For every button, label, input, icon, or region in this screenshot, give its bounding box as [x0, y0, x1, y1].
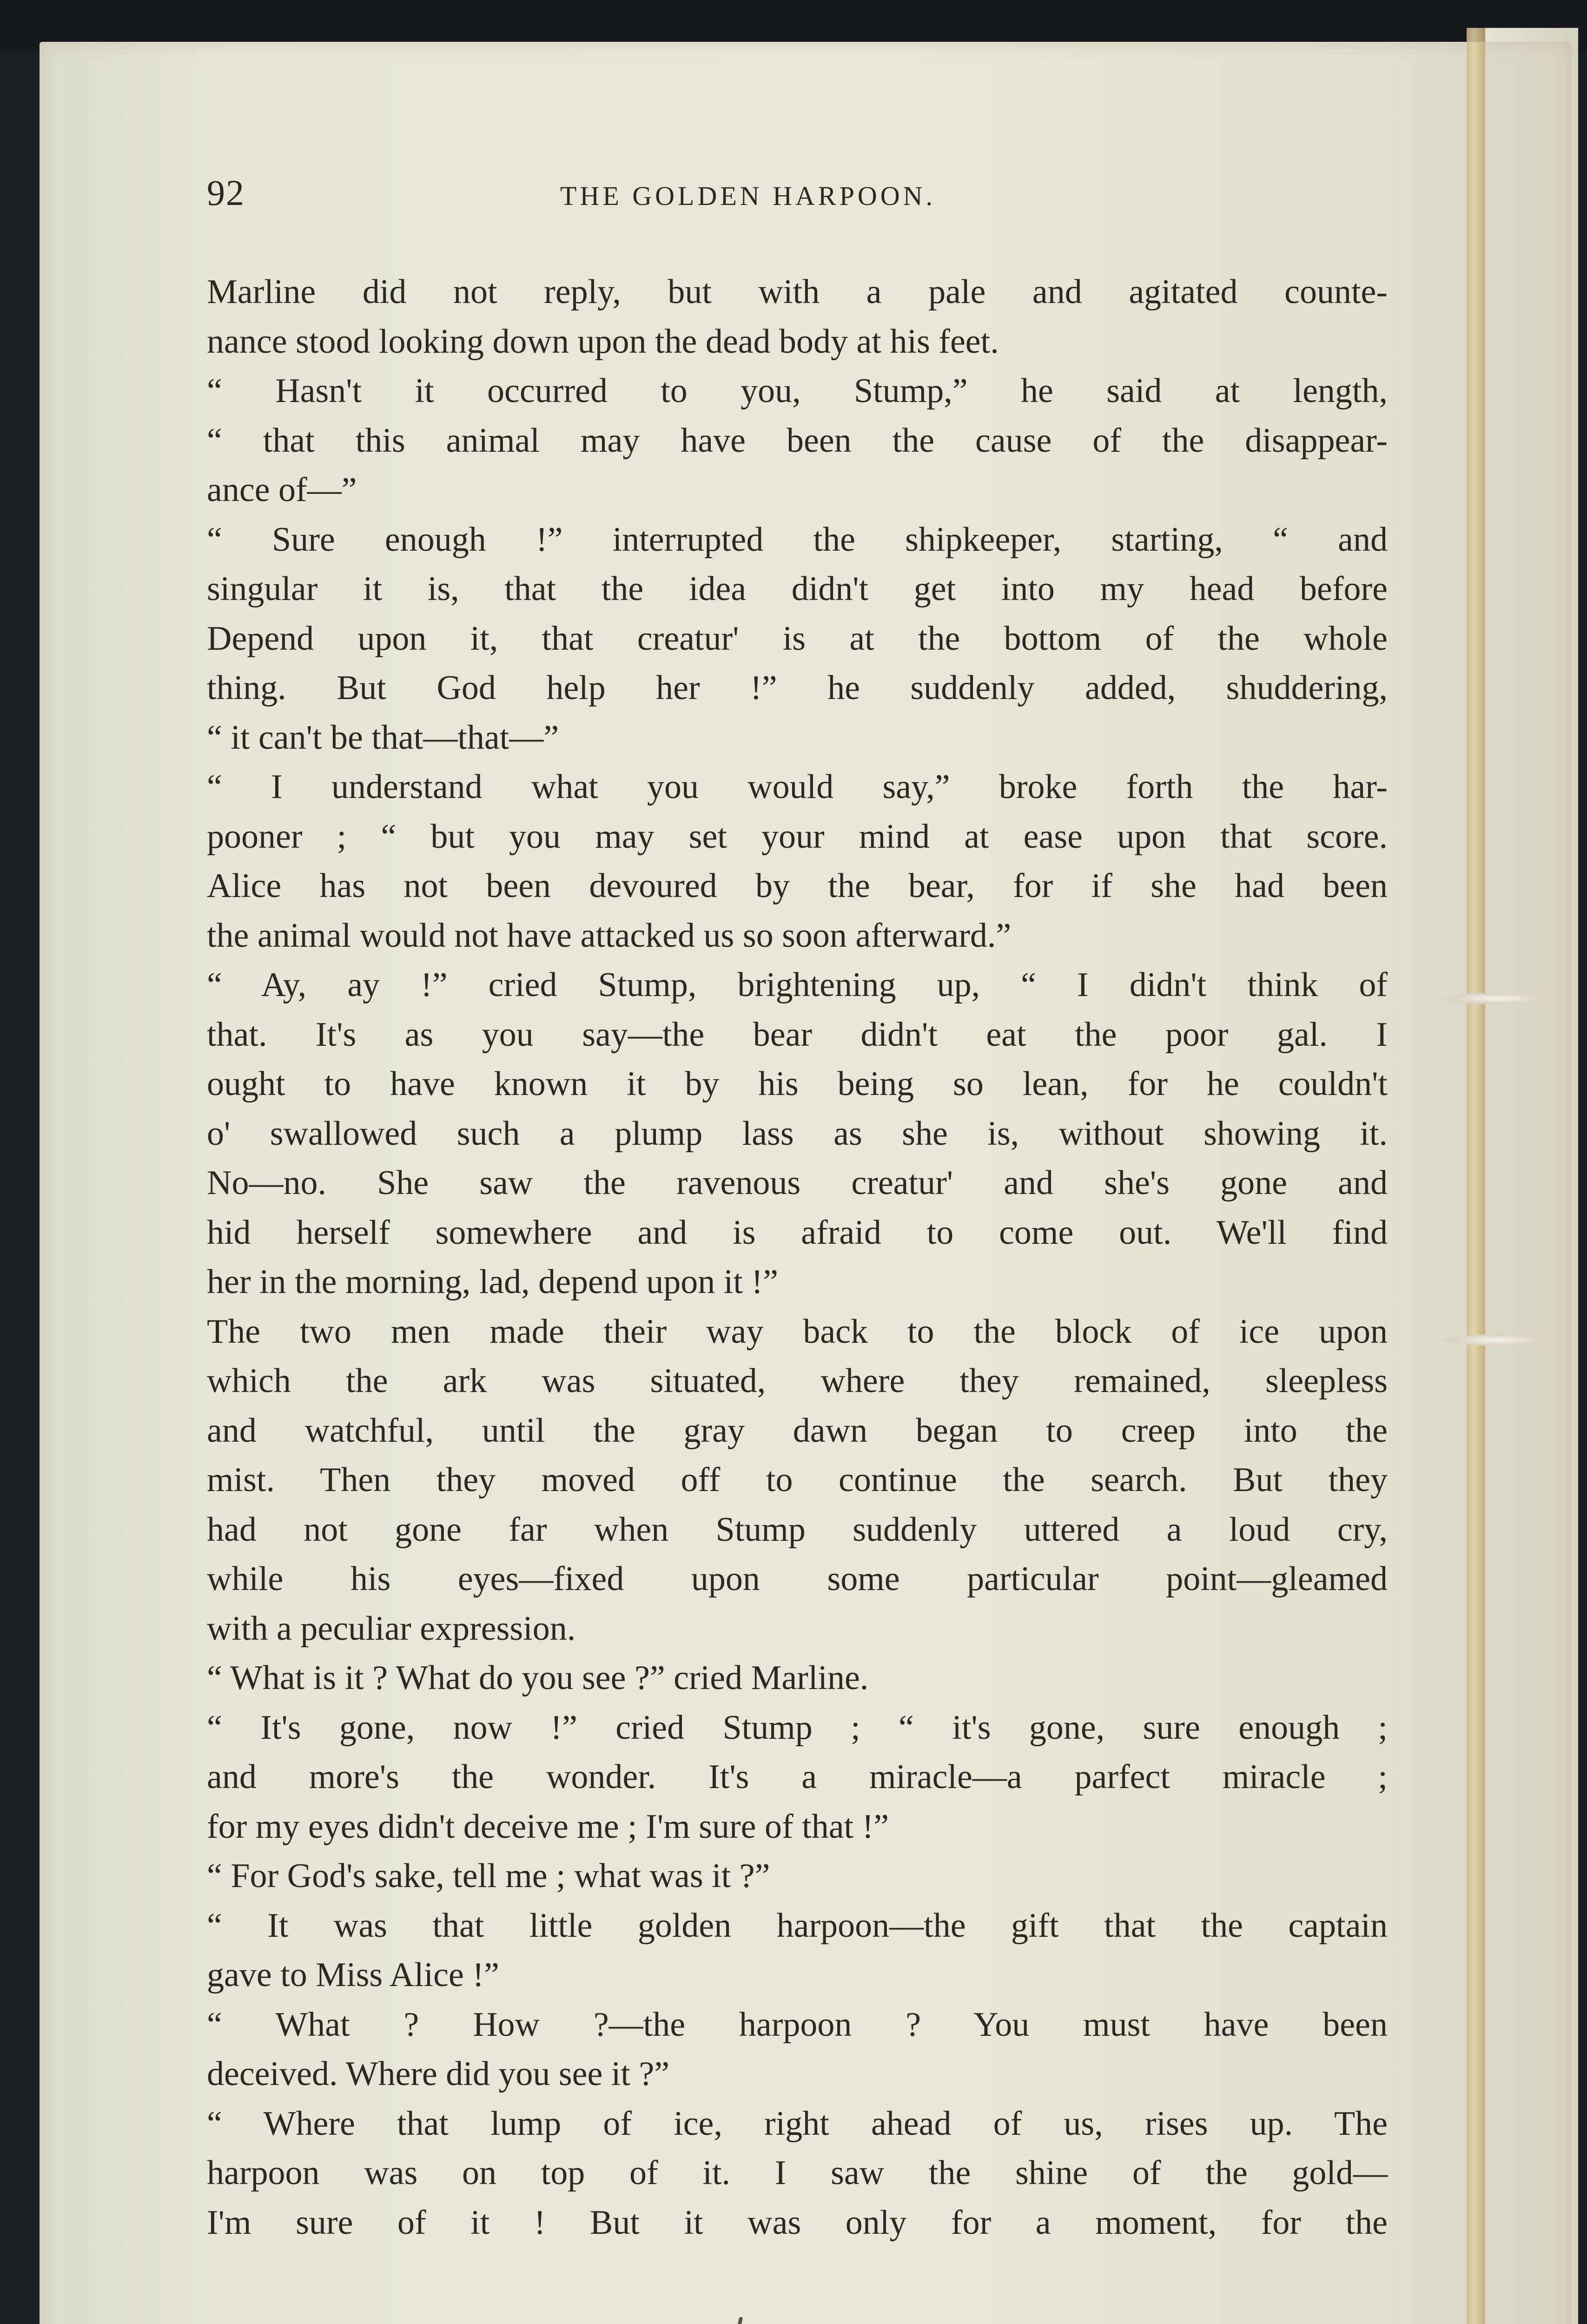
text-line: “ It was that little golden harpoon—the gift that the captain [207, 1906, 1388, 1945]
text-line: The two men made their way back to the block of ice upon [207, 1312, 1388, 1351]
text-line: “ Ay, ay !” cried Stump, brightening up, “ I didn't think of [207, 966, 1388, 1004]
binding-thread [1441, 992, 1553, 1004]
text-line: o' swallowed such a plump lass as she is, without showing it. [207, 1114, 1388, 1153]
text-line: Alice has not been devoured by the bear, for if she had been [207, 867, 1388, 905]
text-line: I'm sure of it ! But it was only for a moment, for the [207, 2203, 1388, 2242]
text-line: hid herself somewhere and is afraid to come out. We'll find [207, 1213, 1388, 1252]
text-line: gave to Miss Alice !” [207, 1956, 499, 1994]
text-line: ance of—” [207, 471, 357, 509]
page-header [207, 172, 1388, 218]
text-line: “ For God's sake, tell me ; what was it ?” [207, 1857, 770, 1895]
text-line: Marline did not reply, but with a pale and agitated counte- [207, 273, 1388, 311]
text-line: “ Where that lump of ice, right ahead of us, rises up. The [207, 2104, 1388, 2143]
body-text [207, 267, 1388, 2247]
text-line: “ it can't be that—that—” [207, 718, 559, 757]
text-line: “ that this animal may have been the cause of the disappear- [207, 421, 1388, 460]
text-line: “ What ? How ?—the harpoon ? You must have been [207, 2005, 1388, 2044]
binding-thread [1441, 1334, 1553, 1346]
text-line: “ It's gone, now !” cried Stump ; “ it's gone, sure enough ; [207, 1708, 1388, 1747]
text-line: which the ark was situated, where they remained, sleepless [207, 1362, 1388, 1400]
running-title: THE GOLDEN HARPOON. [560, 181, 936, 211]
text-line: the animal would not have attacked us so soon afterward.” [207, 916, 1012, 955]
text-line: mist. Then they moved off to continue the search. But they [207, 1461, 1388, 1499]
text-line: deceived. Where did you see it ?” [207, 2055, 670, 2093]
text-line: harpoon was on top of it. I saw the shine of the gold— [207, 2154, 1388, 2192]
text-line: “ I understand what you would say,” broke forth the har- [207, 768, 1388, 806]
text-line: “ Hasn't it occurred to you, Stump,” he said at length, [207, 372, 1388, 410]
text-line: and more's the wonder. It's a miracle—a parfect miracle ; [207, 1758, 1388, 1796]
text-line: while his eyes—fixed upon some particular point—gleamed [207, 1560, 1388, 1598]
text-line: “ What is it ? What do you see ?” cried Marline. [207, 1659, 869, 1697]
text-line: thing. But God help her !” he suddenly added, shuddering, [207, 669, 1388, 707]
text-line: for my eyes didn't deceive me ; I'm sure of that !” [207, 1807, 889, 1846]
text-line: had not gone far when Stump suddenly uttered a loud cry, [207, 1510, 1388, 1549]
text-line: and watchful, until the gray dawn began to creep into the [207, 1411, 1388, 1450]
text-line: that. It's as you say—the bear didn't eat the poor gal. I [207, 1015, 1388, 1054]
text-line: singular it is, that the idea didn't get into my head before [207, 570, 1388, 608]
text-line: pooner ; “ but you may set your mind at ease upon that score. [207, 817, 1388, 856]
text-line: “ Sure enough !” interrupted the shipkeeper, starting, “ and [207, 520, 1388, 559]
text-line: nance stood looking down upon the dead body at his feet. [207, 322, 999, 361]
text-line: ought to have known it by his being so lean, for he couldn't [207, 1065, 1388, 1103]
text-line: with a peculiar expression. [207, 1609, 576, 1648]
page-gutter-fold [1467, 28, 1485, 2324]
page-number: 92 [207, 172, 245, 213]
text-line: No—no. She saw the ravenous creatur' and she's gone and [207, 1164, 1388, 1202]
text-line: her in the morning, lad, depend upon it !” [207, 1263, 778, 1301]
text-line: Depend upon it, that creatur' is at the bottom of the whole [207, 619, 1388, 658]
